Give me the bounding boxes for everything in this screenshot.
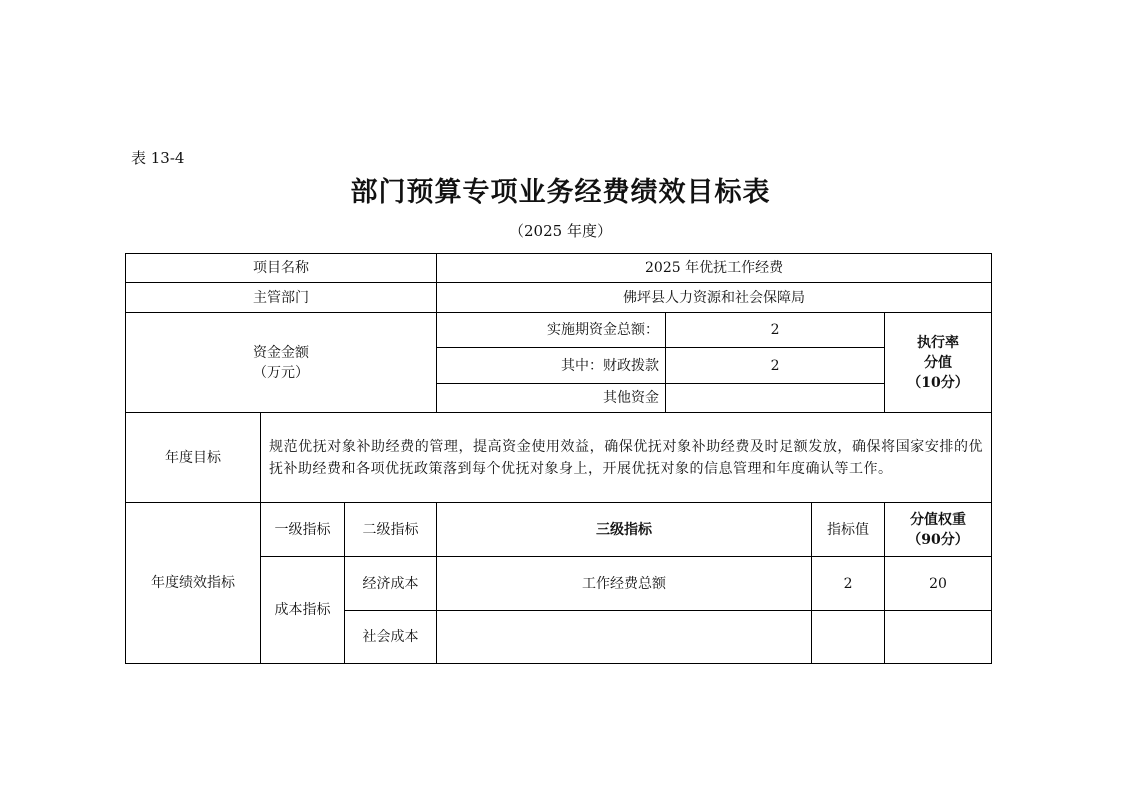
fiscal-year: （2025 年度） — [509, 222, 612, 240]
header-weight-line1: 分值权重 — [910, 511, 967, 528]
funds-total-label: 实施期资金总额： — [437, 313, 666, 348]
value-cell — [812, 611, 885, 664]
funds-total-value: 2 — [666, 313, 885, 348]
page-title: 部门预算专项业务经费绩效目标表 — [350, 177, 771, 208]
header-level2: 二级指标 — [345, 503, 437, 557]
level3-cell — [437, 611, 812, 664]
rate-line2: 分值 — [924, 354, 953, 371]
header-weight-line2: （90分） — [907, 531, 969, 548]
funds-fiscal-label: 其中：财政拨款 — [437, 348, 666, 384]
project-name-row — [126, 254, 992, 283]
annual-goal-label: 年度目标 — [126, 413, 261, 503]
table-number: 表 13-4 — [131, 149, 185, 167]
department-value: 佛坪县人力资源和社会保障局 — [437, 283, 992, 313]
funds-other-value — [666, 384, 885, 413]
annual-goal-row — [126, 413, 992, 503]
department-row — [126, 283, 992, 313]
project-name-value: 2025 年优抚工作经费 — [437, 254, 992, 283]
level1-cost: 成本指标 — [261, 557, 345, 664]
project-name-label: 项目名称 — [126, 254, 437, 283]
funds-label-line1: 资金金额 — [253, 344, 310, 361]
department-label: 主管部门 — [126, 283, 437, 313]
funds-fiscal-value: 2 — [666, 348, 885, 384]
execution-rate-score — [885, 313, 992, 413]
funds-other-label: 其他资金 — [437, 384, 666, 413]
value-cell: 2 — [812, 557, 885, 611]
level2-cell: 社会成本 — [345, 611, 437, 664]
funds-label-line2: （万元） — [253, 364, 310, 381]
weight-cell: 20 — [885, 557, 992, 611]
annual-goal-text: 规范优抚对象补助经费的管理，提高资金使用效益，确保优抚对象补助经费及时足额发放，确保将国家安排的优抚补助经费和各项优抚政策落到每个优抚对象身上，开展优抚对象的信息管理和年度确认等工作。 — [261, 413, 992, 503]
performance-target-table — [125, 253, 992, 664]
rate-line1: 执行率 — [917, 334, 960, 351]
level2-cell: 经济成本 — [345, 557, 437, 611]
weight-cell — [885, 611, 992, 664]
header-weight — [885, 503, 992, 557]
rate-line3: （10分） — [907, 374, 969, 391]
level3-cell: 工作经费总额 — [437, 557, 812, 611]
header-level1: 一级指标 — [261, 503, 345, 557]
funds-label — [126, 313, 437, 413]
indicator-header-row — [126, 503, 992, 557]
indicators-label: 年度绩效指标 — [126, 503, 261, 664]
header-value: 指标值 — [812, 503, 885, 557]
funds-total-row — [126, 313, 992, 348]
header-level3: 三级指标 — [437, 503, 812, 557]
